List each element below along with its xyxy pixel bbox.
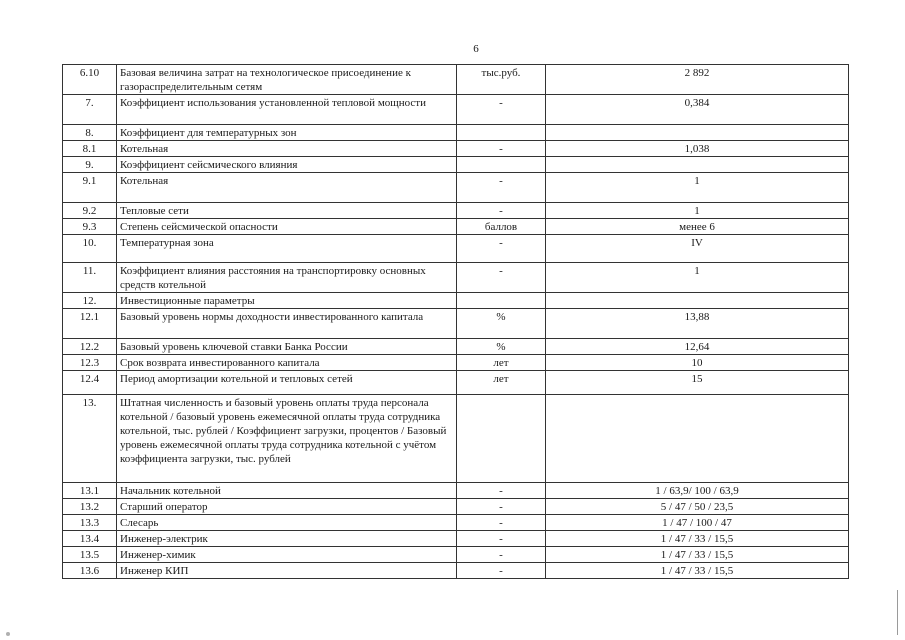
row-name: Тепловые сети: [117, 203, 457, 219]
row-number: 13.3: [63, 515, 117, 531]
row-unit: -: [457, 141, 546, 157]
row-number: 12.2: [63, 339, 117, 355]
row-unit: [457, 157, 546, 173]
row-unit: лет: [457, 371, 546, 395]
row-name: Срок возврата инвестированного капитала: [117, 355, 457, 371]
row-value: 1: [546, 263, 849, 293]
row-unit: -: [457, 483, 546, 499]
row-name: Температурная зона: [117, 235, 457, 263]
row-unit: тыс.руб.: [457, 65, 546, 95]
row-unit: -: [457, 563, 546, 579]
row-name: Базовый уровень ключевой ставки Банка России: [117, 339, 457, 355]
row-unit: -: [457, 263, 546, 293]
row-unit: [457, 125, 546, 141]
row-unit: [457, 395, 546, 483]
parameters-table: [62, 64, 849, 579]
row-name: Коэффициент сейсмического влияния: [117, 157, 457, 173]
table-row: [63, 157, 849, 173]
row-number: 13.6: [63, 563, 117, 579]
row-number: 13.4: [63, 531, 117, 547]
row-unit: -: [457, 235, 546, 263]
row-value: 1 / 47 / 33 / 15,5: [546, 531, 849, 547]
table-row: [63, 499, 849, 515]
row-name: Коэффициент влияния расстояния на транспортировку основных средств котельной: [117, 263, 457, 293]
table-row: [63, 235, 849, 263]
row-value: 1 / 63,9/ 100 / 63,9: [546, 483, 849, 499]
row-number: 7.: [63, 95, 117, 125]
table-row: [63, 355, 849, 371]
row-name: Слесарь: [117, 515, 457, 531]
row-number: 8.: [63, 125, 117, 141]
row-number: 6.10: [63, 65, 117, 95]
row-unit: %: [457, 339, 546, 355]
row-name: Коэффициент для температурных зон: [117, 125, 457, 141]
row-value: 1 / 47 / 33 / 15,5: [546, 547, 849, 563]
row-value: 2 892: [546, 65, 849, 95]
row-name: Инженер-электрик: [117, 531, 457, 547]
row-number: 9.1: [63, 173, 117, 203]
table-row: [63, 125, 849, 141]
row-value: [546, 125, 849, 141]
row-value: 12,64: [546, 339, 849, 355]
table-row: [63, 173, 849, 203]
row-number: 12.4: [63, 371, 117, 395]
row-value: 1,038: [546, 141, 849, 157]
row-value: [546, 157, 849, 173]
table-row: [63, 203, 849, 219]
row-unit: -: [457, 499, 546, 515]
row-name: Старший оператор: [117, 499, 457, 515]
row-value: [546, 395, 849, 483]
table-row: [63, 371, 849, 395]
row-name: Котельная: [117, 173, 457, 203]
table-row: [63, 219, 849, 235]
row-name: Штатная численность и базовый уровень оплаты труда персонала котельной / базовый уровень ежемесячной оплаты труда сотрудника котельной, тыс. рублей / Коэффициент загрузки, процентов / Базовый уровень ежемесячной оплаты труда сотрудника котельной с учётом коэффициента загрузки, тыс. рублей: [117, 395, 457, 483]
row-name: Котельная: [117, 141, 457, 157]
row-number: 13.: [63, 395, 117, 483]
row-value: 13,88: [546, 309, 849, 339]
row-number: 8.1: [63, 141, 117, 157]
table-row: [63, 483, 849, 499]
row-name: Базовая величина затрат на технологическое присоединение к газораспределительным сетям: [117, 65, 457, 95]
row-name: Инженер-химик: [117, 547, 457, 563]
row-unit: -: [457, 95, 546, 125]
row-unit: -: [457, 547, 546, 563]
row-unit: -: [457, 515, 546, 531]
table-row: [63, 563, 849, 579]
table-row: [63, 515, 849, 531]
row-name: Инвестиционные параметры: [117, 293, 457, 309]
row-number: 9.3: [63, 219, 117, 235]
table-row: [63, 531, 849, 547]
row-number: 12.3: [63, 355, 117, 371]
table-row: [63, 141, 849, 157]
row-name: Базовый уровень нормы доходности инвестированного капитала: [117, 309, 457, 339]
table-row: [63, 339, 849, 355]
page-number: 6: [473, 43, 479, 55]
row-name: Коэффициент использования установленной тепловой мощности: [117, 95, 457, 125]
row-number: 11.: [63, 263, 117, 293]
scan-edge-line: [897, 590, 898, 635]
table-row: [63, 263, 849, 293]
row-unit: -: [457, 173, 546, 203]
row-name: Начальник котельной: [117, 483, 457, 499]
row-value: менее 6: [546, 219, 849, 235]
table-row: [63, 95, 849, 125]
table-row: [63, 547, 849, 563]
row-value: 1: [546, 203, 849, 219]
table-row: [63, 395, 849, 483]
row-name: Инженер КИП: [117, 563, 457, 579]
row-number: 13.2: [63, 499, 117, 515]
row-unit: [457, 293, 546, 309]
row-number: 9.: [63, 157, 117, 173]
row-value: IV: [546, 235, 849, 263]
row-value: 5 / 47 / 50 / 23,5: [546, 499, 849, 515]
row-value: 0,384: [546, 95, 849, 125]
row-value: 15: [546, 371, 849, 395]
row-value: 1: [546, 173, 849, 203]
row-unit: -: [457, 531, 546, 547]
row-number: 9.2: [63, 203, 117, 219]
row-value: 1 / 47 / 100 / 47: [546, 515, 849, 531]
table-row: [63, 309, 849, 339]
row-number: 12.1: [63, 309, 117, 339]
row-number: 13.1: [63, 483, 117, 499]
row-number: 12.: [63, 293, 117, 309]
row-number: 13.5: [63, 547, 117, 563]
row-unit: -: [457, 203, 546, 219]
row-value: 10: [546, 355, 849, 371]
row-unit: баллов: [457, 219, 546, 235]
row-value: [546, 293, 849, 309]
scan-artifact: [6, 632, 10, 636]
table-row: [63, 65, 849, 95]
table-row: [63, 293, 849, 309]
row-unit: лет: [457, 355, 546, 371]
row-unit: %: [457, 309, 546, 339]
row-name: Степень сейсмической опасности: [117, 219, 457, 235]
row-number: 10.: [63, 235, 117, 263]
row-name: Период амортизации котельной и тепловых сетей: [117, 371, 457, 395]
row-value: 1 / 47 / 33 / 15,5: [546, 563, 849, 579]
